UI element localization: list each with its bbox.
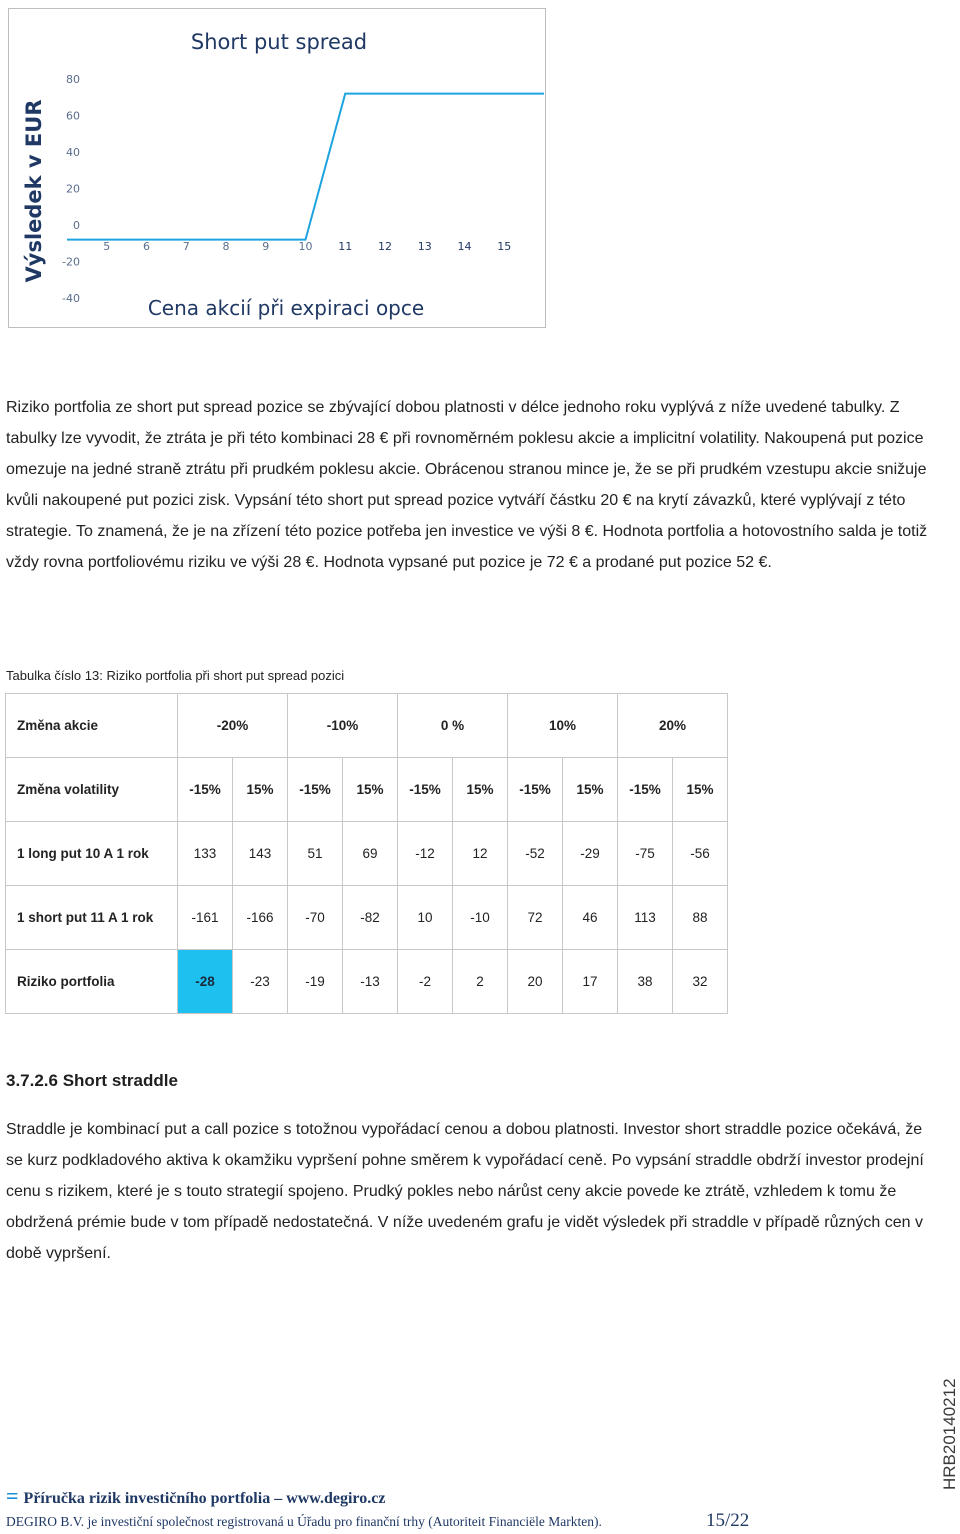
header-cell: 10% (508, 694, 618, 758)
table-cell: 2 (453, 950, 508, 1014)
table-cell: 72 (508, 886, 563, 950)
table-cell: -15% (618, 758, 673, 822)
x-tick-label: 9 (262, 240, 270, 253)
table-cell: 15% (343, 758, 398, 822)
table-cell: -52 (508, 822, 563, 886)
row-label: 1 short put 11 A 1 rok (6, 886, 178, 950)
table-cell: -23 (233, 950, 288, 1014)
table-cell: -12 (398, 822, 453, 886)
y-tick-label: 40 (66, 146, 80, 159)
x-tick-label: 11 (338, 240, 353, 253)
table-cell: -161 (178, 886, 233, 950)
table-caption: Tabulka číslo 13: Riziko portfolia při short put spread pozici (6, 668, 345, 683)
chart-title: Short put spread (190, 30, 368, 54)
table-cell: -75 (618, 822, 673, 886)
x-tick-label: 15 (497, 240, 512, 253)
risk-table (5, 693, 728, 1014)
table-cell: -15% (178, 758, 233, 822)
row-label: Riziko portfolia (6, 950, 178, 1014)
table-cell: 143 (233, 822, 288, 886)
chart (8, 8, 546, 328)
footer-note: DEGIRO B.V. je investiční společnost registrovaná u Úřadu pro finanční trhy (Autoriteit Financiële Markten). (6, 1514, 602, 1529)
page-number: 15/22 (706, 1510, 750, 1531)
table-cell: 32 (673, 950, 728, 1014)
table-row (6, 886, 728, 950)
table-cell: 113 (618, 886, 673, 950)
y-tick-label: 20 (66, 182, 80, 196)
table-cell: -82 (343, 886, 398, 950)
table-cell: 51 (288, 822, 343, 886)
table-cell: 88 (673, 886, 728, 950)
table-cell: 38 (618, 950, 673, 1014)
x-tick-label: 7 (182, 240, 190, 253)
chart-y-axis-label: Výsledek v EUR (22, 99, 46, 283)
x-tick-label: 12 (378, 240, 392, 253)
x-tick-label: 6 (143, 240, 150, 253)
table-cell: -166 (233, 886, 288, 950)
section-heading: 3.7.2.6 Short straddle (6, 1071, 178, 1090)
header-cell: -20% (178, 694, 288, 758)
footer-title-text: Příručka rizik investičního portfolia – www.degiro.cz (23, 1490, 386, 1507)
footer-eq-mark: = (6, 1483, 19, 1508)
table-cell: -13 (343, 950, 398, 1014)
table-cell: -19 (288, 950, 343, 1014)
table-row (6, 822, 728, 886)
table-cell: 15% (233, 758, 288, 822)
table-header-row (6, 694, 728, 758)
table-cell: 46 (563, 886, 618, 950)
table-cell: 133 (178, 822, 233, 886)
x-tick-label: 10 (298, 240, 313, 253)
y-tick-label: -40 (62, 292, 80, 305)
row-label: 1 long put 10 A 1 rok (6, 822, 178, 886)
chart-x-axis-label: Cena akcií při expiraci opce (147, 296, 425, 320)
x-tick-labels (103, 240, 511, 253)
paragraph-intro: Riziko portfolia ze short put spread pozice se zbývající dobou platnosti v délce jednoho roku vyplývá z níže uvedené tabulky. Z tabulky lze vyvodit, že ztráta je při této kombinaci 28 € při rovnoměrném poklesu akcie a implicitní volatility. Nakoupená put pozice omezuje na jedné straně ztrátu při prudkém poklesu akcie. Obrácenou stranou mince je, že se při prudkém vzestupu akcie snižuje kvůli nakoupené put pozici zisk. Vypsání této short put spread pozice vytváří částku 20 € na krytí závazků, které vyplývají z této strategie. To znamená, že je na zřízení této pozice potřeba jen investice ve výši 8 €. Hodnota portfolia a hotovostního salda je totiž vždy rovna portfoliovému riziku ve výši 28 €. Hodnota vypsané put pozice je 72 € a prodané put pozice 52 €. (6, 399, 928, 571)
table-cell: -56 (673, 822, 728, 886)
x-tick-label: 8 (222, 240, 230, 253)
chart-series (67, 94, 544, 240)
table-row (6, 758, 728, 822)
table-cell: -15% (398, 758, 453, 822)
table-cell: 15% (453, 758, 508, 822)
row-label: Změna volatility (6, 758, 178, 822)
table-cell: 15% (563, 758, 618, 822)
table-cell: 17 (563, 950, 618, 1014)
footer-title (6, 1483, 385, 1509)
header-cell: -10% (288, 694, 398, 758)
y-tick-label: 60 (66, 109, 80, 123)
table-cell: -29 (563, 822, 618, 886)
table-cell: 10 (398, 886, 453, 950)
table-cell: -10 (453, 886, 508, 950)
x-tick-label: 5 (103, 240, 111, 253)
table-cell: -70 (288, 886, 343, 950)
x-tick-label: 14 (457, 240, 472, 253)
y-tick-label: 80 (66, 73, 80, 86)
chart-svg (9, 9, 547, 329)
y-tick-labels (62, 73, 80, 305)
header-cell: 0 % (398, 694, 508, 758)
table-cell: -2 (398, 950, 453, 1014)
table-cell: -15% (508, 758, 563, 822)
header-label: Změna akcie (6, 694, 178, 758)
table-cell: 12 (453, 822, 508, 886)
table-row (6, 950, 728, 1014)
table-cell: 20 (508, 950, 563, 1014)
x-tick-label: 13 (417, 240, 432, 253)
document-code: HRB20140212 (940, 1378, 959, 1490)
y-tick-label: -20 (62, 255, 80, 269)
y-tick-label: 0 (73, 219, 80, 232)
header-cell: 20% (618, 694, 728, 758)
table-cell: 15% (673, 758, 728, 822)
table-cell-highlighted: -28 (178, 950, 233, 1014)
paragraph-straddle: Straddle je kombinací put a call pozice s totožnou vypořádací cenou a dobou platnosti. Investor short straddle pozice očekává, že se kurz podkladového aktiva k okamžiku vypršení pohne směrem k vypořádací ceně. Po vypsání straddle obdrží investor prodejní cenu s rizikem, které je s touto strategií spojeno. Prudký pokles nebo nárůst ceny akcie povede ke ztrátě, vzhledem k tomu že obdržená prémie bude v tom případě nedostatečná. V níže uvedeném grafu je vidět výsledek při straddle v případě různých cen v době vypršení. (6, 1121, 924, 1262)
table-cell: 69 (343, 822, 398, 886)
series-line (67, 94, 544, 240)
table-cell: -15% (288, 758, 343, 822)
